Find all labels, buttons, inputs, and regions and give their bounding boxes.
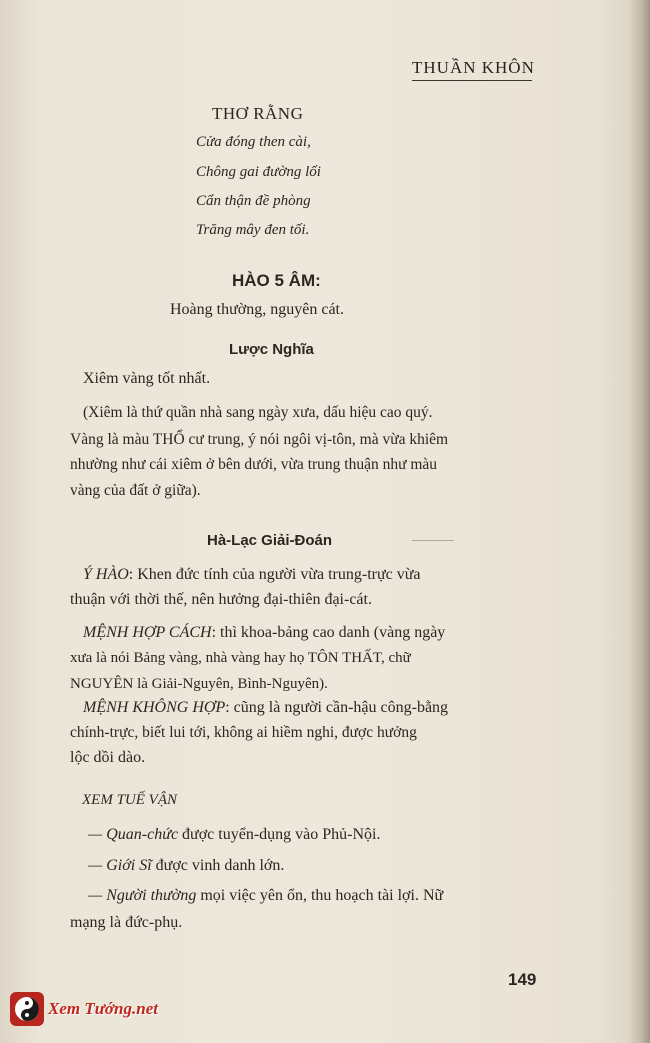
tue-van-item [88, 826, 380, 844]
menh-khong-line: lộc dồi dào. [70, 749, 146, 766]
yin-yang-icon [10, 992, 44, 1026]
menh-hop-line [83, 624, 445, 642]
tue-van-item-text: được vinh danh lớn. [151, 857, 285, 874]
page-edge-shadow [628, 0, 650, 1043]
luoc-nghia-line: (Xiêm là thứ quần nhà sang ngày xưa, dấu hiệu cao quý. [83, 404, 433, 421]
tue-van-item [88, 887, 443, 905]
menh-khong-line [83, 699, 448, 717]
tue-van-item-label: — Giới Sĩ [88, 857, 152, 874]
menh-khong-text: : cũng là người cần-hậu công-bằng [225, 699, 449, 716]
menh-khong-line: chính-trực, biết lui tới, không ai hiềm nghi, được hưởng [70, 724, 417, 741]
menh-khong-label: MỆNH KHÔNG HỢP [83, 699, 226, 716]
luoc-nghia-heading: Lược Nghĩa [229, 341, 314, 358]
poem-line: Cẩn thận đề phòng [196, 193, 311, 209]
tue-van-item [88, 857, 284, 875]
y-hao-line: thuận với thời thế, nên hưởng đại-thiên đại-cát. [70, 591, 372, 608]
menh-hop-line: NGUYÊN là Giải-Nguyên, Bình-Nguyên). [70, 676, 328, 692]
luoc-nghia-line: Vàng là màu THỔ cư trung, ý nói ngôi vị-tôn, mà vừa khiêm [70, 431, 449, 448]
poem-title: THƠ RẰNG [212, 104, 304, 123]
hao-verse: Hoàng thường, nguyên cát. [170, 301, 344, 318]
hao-heading: HÀO 5 ÂM: [232, 271, 321, 290]
luoc-nghia-line: Xiêm vàng tốt nhất. [83, 370, 211, 387]
tue-van-item-label: — Người thường [88, 887, 197, 904]
chapter-header: THUẦN KHÔN [412, 58, 532, 81]
poem-line: Chông gai đường lối [196, 164, 321, 180]
tue-van-item-label: — Quan-chức [88, 826, 179, 843]
page-number: 149 [508, 970, 537, 989]
tue-van-item-text: mọi việc yên ổn, thu hoạch tài lợi. Nữ [196, 887, 444, 904]
divider-line [412, 540, 454, 541]
luoc-nghia-line: vàng của đất ở giữa). [70, 482, 201, 499]
tue-van-item-text: được tuyển-dụng vào Phủ-Nội. [178, 826, 381, 843]
poem-line: Trăng mây đen tối. [196, 222, 310, 238]
y-hao-label: Ý HÀO [83, 566, 129, 583]
tue-van-line: mạng là đức-phụ. [70, 914, 183, 931]
y-hao-line [83, 566, 421, 584]
poem-line: Cửa đóng then cài, [196, 134, 311, 150]
menh-hop-text: : thì khoa-bảng cao danh (vàng ngày [211, 624, 446, 641]
luoc-nghia-line: nhường như cái xiêm ở bên dưới, vừa trung thuận như màu [70, 456, 438, 473]
menh-hop-label: MỆNH HỢP CÁCH [83, 624, 212, 641]
tue-van-heading: XEM TUẾ VẬN [82, 792, 177, 808]
y-hao-text: : Khen đức tính của người vừa trung-trực vừa [128, 566, 421, 583]
watermark-text: Xem Tướng.net [48, 999, 158, 1018]
menh-hop-line: xưa là nói Bảng vàng, nhà vàng hay họ TÔN THẤT, chữ [70, 650, 411, 666]
watermark-logo [10, 992, 158, 1026]
ha-lac-heading: Hà-Lạc Giải-Đoán [207, 532, 333, 549]
